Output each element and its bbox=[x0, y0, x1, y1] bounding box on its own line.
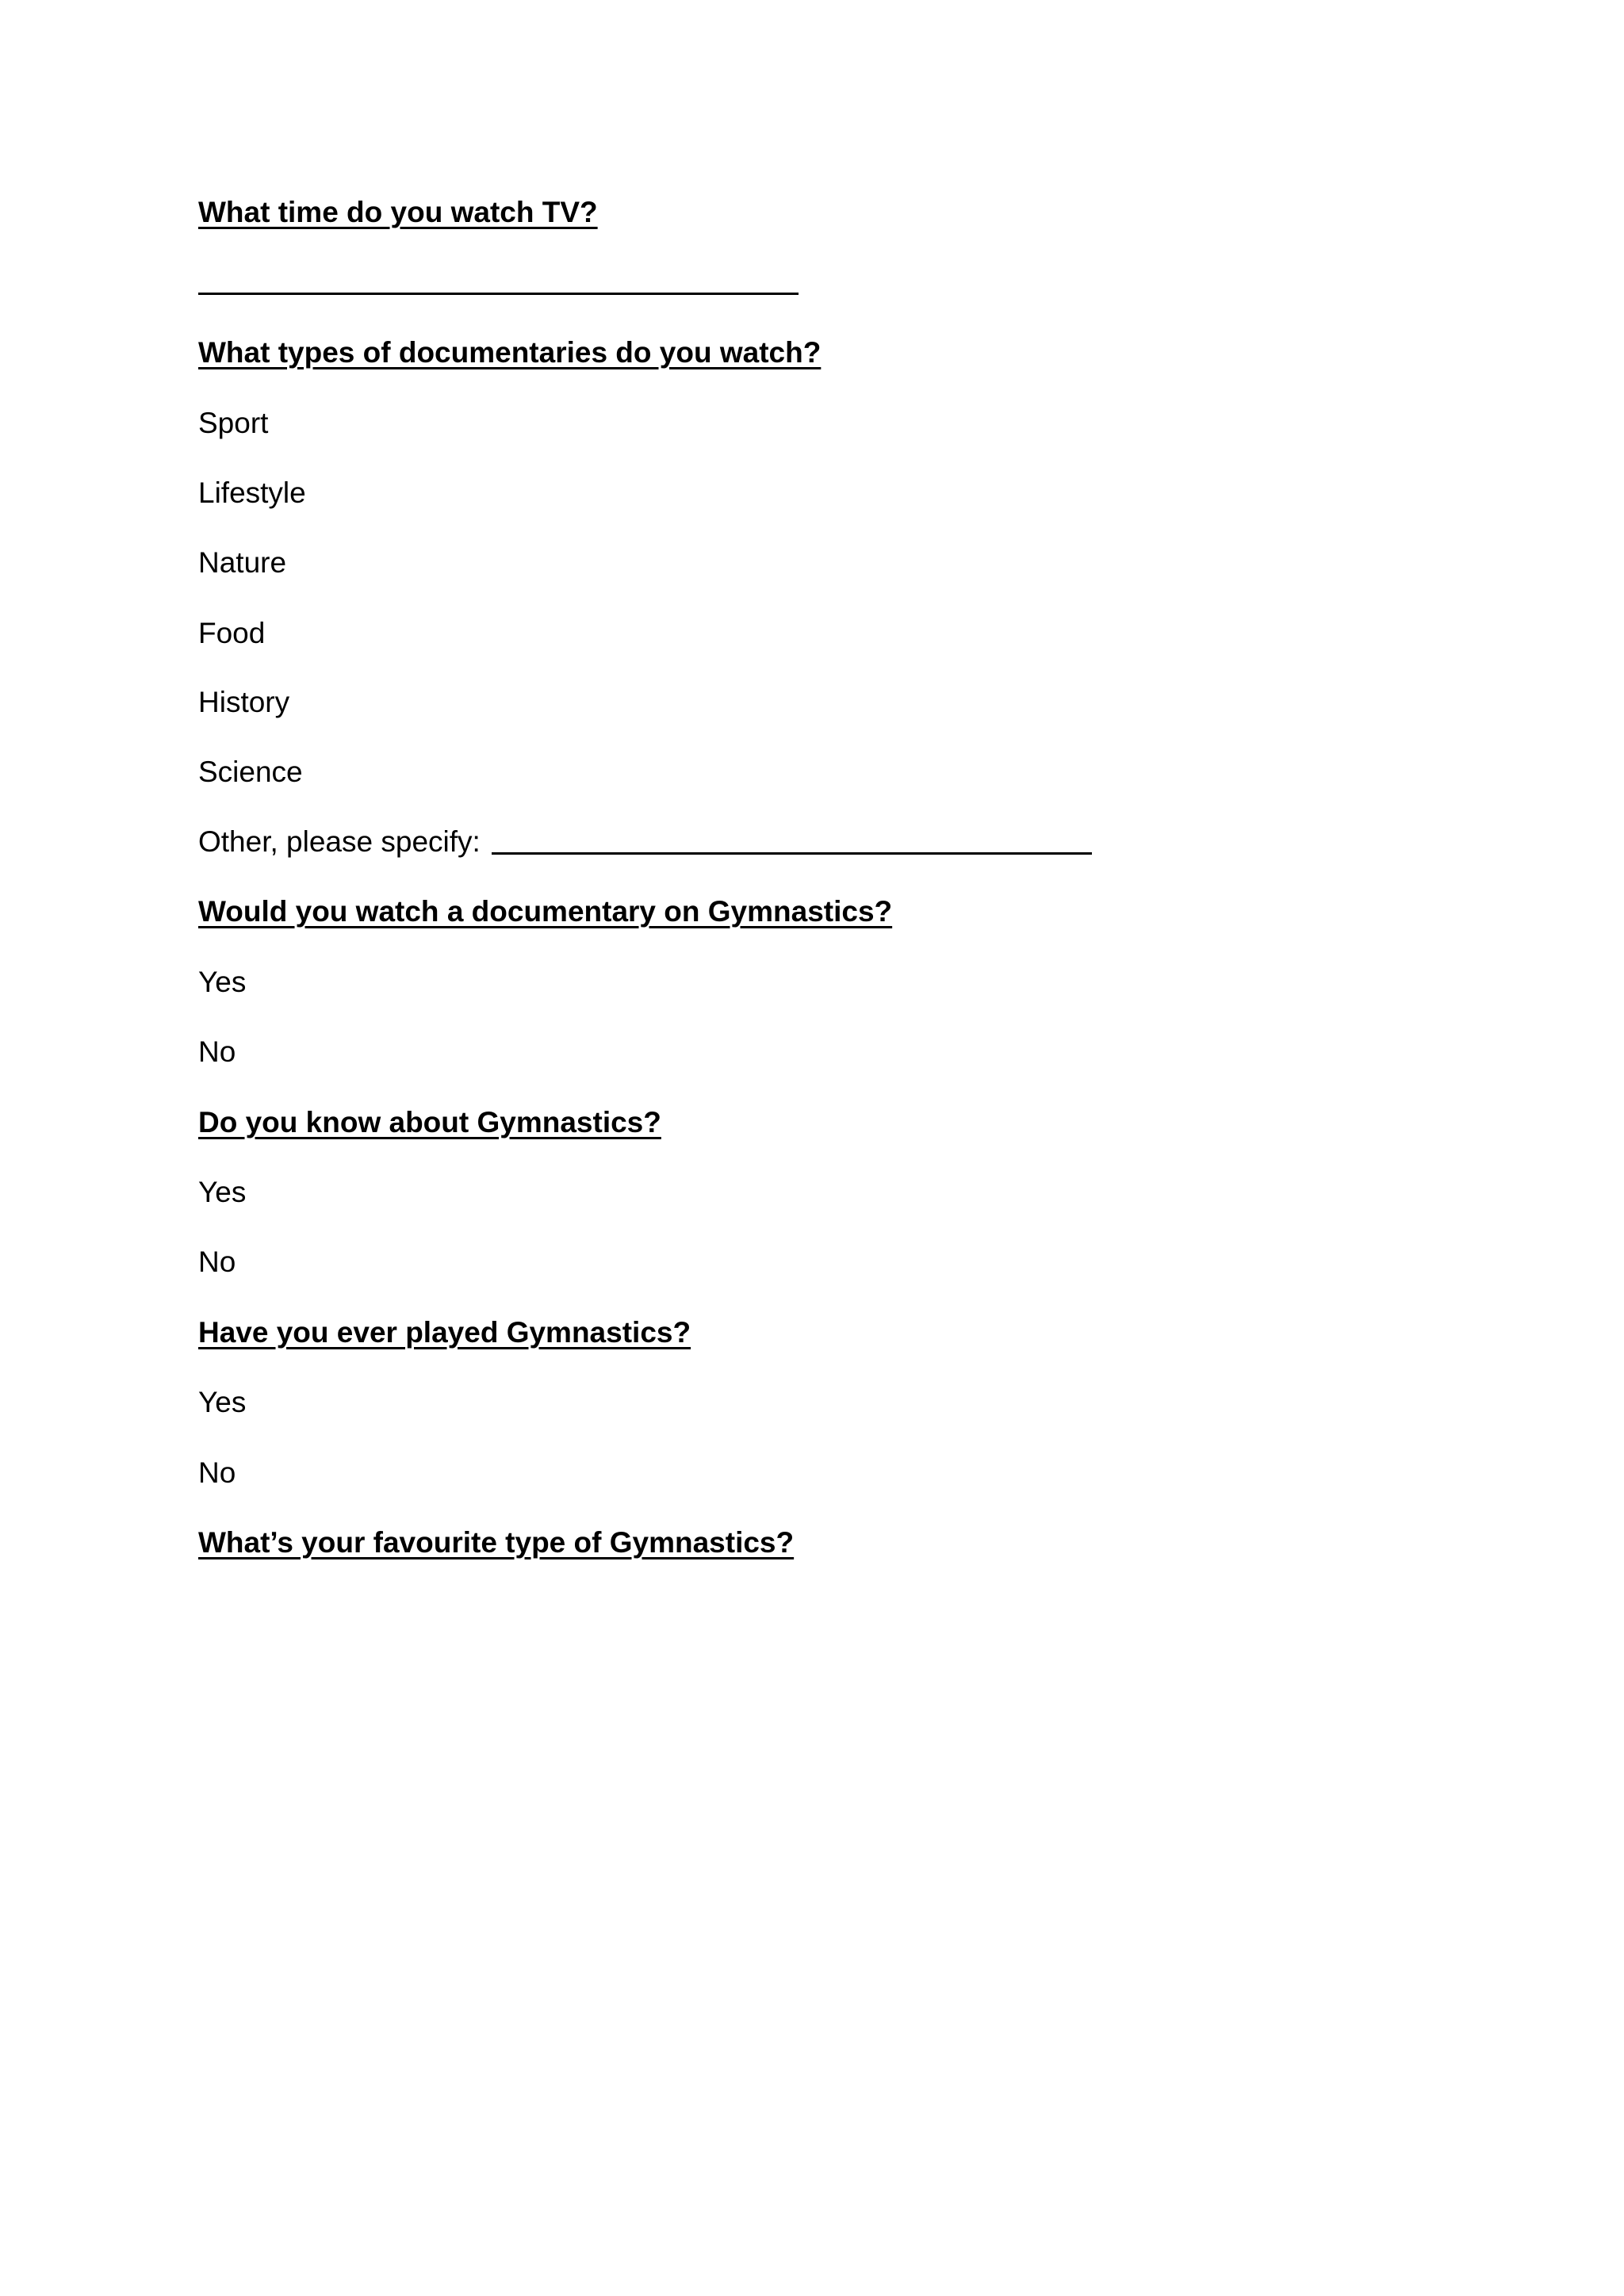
option-ever-played-yes[interactable]: Yes bbox=[198, 1386, 247, 1418]
option-know-about-no[interactable]: No bbox=[198, 1246, 236, 1278]
option-would-watch-no[interactable]: No bbox=[198, 1035, 236, 1068]
option-history[interactable]: History bbox=[198, 686, 290, 718]
answer-line-tv-time[interactable] bbox=[198, 293, 799, 295]
option-nature[interactable]: Nature bbox=[198, 546, 287, 579]
option-science[interactable]: Science bbox=[198, 756, 303, 788]
question-favourite-type: What’s your favourite type of Gymnastics? bbox=[198, 1526, 795, 1559]
answer-line-other[interactable] bbox=[492, 852, 1092, 855]
question-documentary-types: What types of documentaries do you watch? bbox=[198, 336, 822, 369]
option-would-watch-yes[interactable]: Yes bbox=[198, 966, 247, 998]
option-other-label: Other, please specify: bbox=[198, 825, 481, 858]
option-food[interactable]: Food bbox=[198, 617, 266, 649]
option-lifestyle[interactable]: Lifestyle bbox=[198, 476, 306, 509]
question-know-about: Do you know about Gymnastics? bbox=[198, 1106, 661, 1138]
question-tv-time: What time do you watch TV? bbox=[198, 196, 598, 228]
question-ever-played: Have you ever played Gymnastics? bbox=[198, 1316, 691, 1349]
option-ever-played-no[interactable]: No bbox=[198, 1456, 236, 1489]
option-know-about-yes[interactable]: Yes bbox=[198, 1176, 247, 1208]
option-sport[interactable]: Sport bbox=[198, 407, 269, 439]
question-would-watch: Would you watch a documentary on Gymnastics? bbox=[198, 895, 893, 928]
